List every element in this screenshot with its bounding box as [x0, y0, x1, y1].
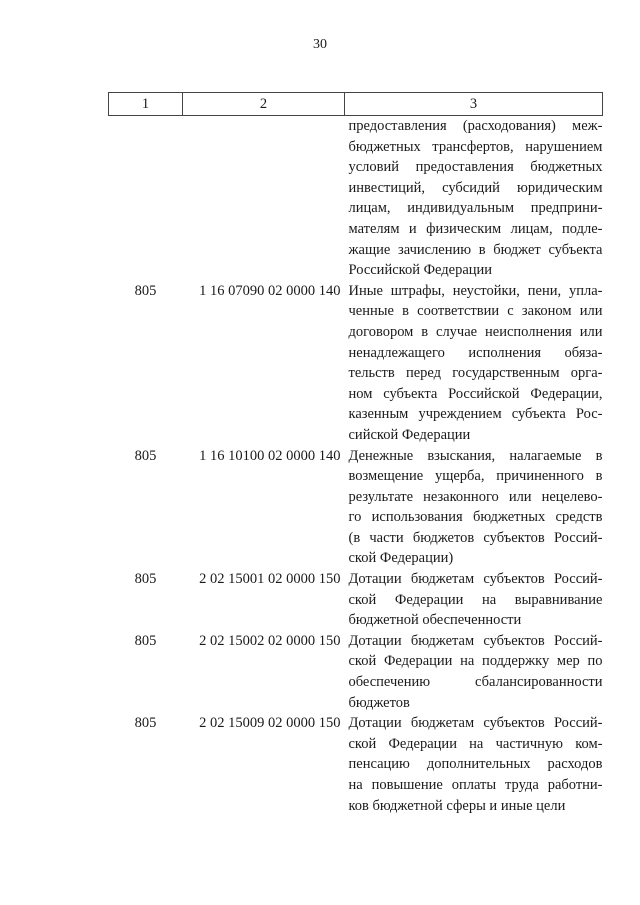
table-row: [109, 281, 603, 446]
admin-code-cell: 805: [134, 282, 157, 299]
revenue-description-cell: [345, 713, 603, 816]
column-header-3: 3: [345, 93, 603, 116]
budget-codes-table: [108, 92, 603, 816]
description-line: (в части бюджетов субъектов Россий-: [348, 529, 603, 546]
budget-classification-code-cell: 1 16 07090 02 0000 140: [199, 282, 341, 299]
admin-code-cell: 805: [134, 715, 157, 732]
table-row: [109, 713, 603, 816]
description-line: ном субъекта Российской Федерации,: [348, 385, 603, 402]
description-line: ненадлежащего исполнения обяза-: [348, 344, 603, 361]
revenue-description-cell: [345, 569, 603, 631]
description-line: Иные штрафы, неустойки, пени, упла-: [348, 282, 603, 299]
admin-code-cell: 805: [134, 447, 157, 464]
description-line: на повышение оплаты труда работни-: [348, 777, 603, 793]
budget-classification-code-cell: 1 16 10100 02 0000 140: [199, 447, 341, 464]
description-line: тельств перед государственным орга-: [348, 365, 603, 382]
description-line: ков бюджетной сферы и иные цели: [348, 797, 566, 814]
description-line: результате незаконного или нецелево-: [348, 488, 603, 505]
table-row: [109, 446, 603, 570]
description-line: условий предоставления бюджетных: [348, 159, 603, 176]
revenue-description-cell: [345, 281, 603, 446]
description-line: лицам, индивидуальным предприни-: [348, 200, 603, 217]
description-line: ской Федерации на поддержку мер по: [348, 653, 603, 670]
page-number: 30: [313, 37, 327, 52]
description-line: казенным учреждением субъекта Рос-: [348, 406, 603, 423]
description-line: Российской Федерации: [348, 262, 493, 279]
revenue-description-cell: [345, 631, 603, 713]
revenue-description-cell: [345, 116, 603, 281]
description-line: инвестиций, субсидий юридическим: [348, 179, 603, 196]
budget-classification-code-cell: 2 02 15009 02 0000 150: [199, 715, 341, 732]
description-line: бюджетной обеспеченности: [348, 612, 522, 629]
description-line: го использования бюджетных средств: [348, 509, 603, 526]
description-line: ченные в соответствии с законом или: [348, 303, 603, 320]
admin-code-cell: [109, 116, 183, 281]
admin-code-cell: 805: [134, 632, 157, 649]
description-line: пенсацию дополнительных расходов: [348, 756, 603, 773]
admin-code-cell: 805: [134, 571, 157, 588]
description-line: Дотации бюджетам субъектов Россий-: [348, 715, 603, 732]
revenue-description-cell: [345, 446, 603, 570]
budget-classification-code-cell: 2 02 15002 02 0000 150: [199, 632, 341, 649]
budget-classification-code-cell: 2 02 15001 02 0000 150: [199, 571, 341, 588]
description-line: ской Федерации на выравнивание: [348, 591, 603, 608]
description-line: ской Федерации): [348, 550, 454, 567]
table-row: [109, 631, 603, 713]
description-line: договором в случае неисполнения или: [348, 323, 603, 340]
description-line: бюджетов: [348, 694, 410, 711]
table-body: [109, 116, 603, 817]
description-line: сийской Федерации: [348, 426, 471, 443]
description-line: Денежные взыскания, налагаемые в: [348, 447, 603, 464]
description-line: возмещение ущерба, причиненного в: [348, 468, 603, 485]
description-line: бюджетных трансфертов, нарушением: [348, 138, 603, 155]
table-header: [109, 93, 603, 116]
column-header-1: 1: [109, 93, 183, 116]
table-row: [109, 569, 603, 631]
description-line: обеспечению сбалансированности: [348, 674, 603, 691]
description-line: Дотации бюджетам субъектов Россий-: [348, 571, 603, 588]
description-line: Дотации бюджетам субъектов Россий-: [348, 632, 603, 649]
column-header-2: 2: [183, 93, 345, 116]
description-line: ской Федерации на частичную ком-: [348, 735, 603, 752]
description-line: жащие зачислению в бюджет субъекта: [348, 241, 603, 258]
description-line: мателям и физическим лицам, подле-: [348, 220, 603, 237]
table-row: [109, 116, 603, 281]
budget-classification-code-cell: [183, 116, 345, 281]
description-line: предоставления (расходования) меж-: [348, 118, 603, 134]
